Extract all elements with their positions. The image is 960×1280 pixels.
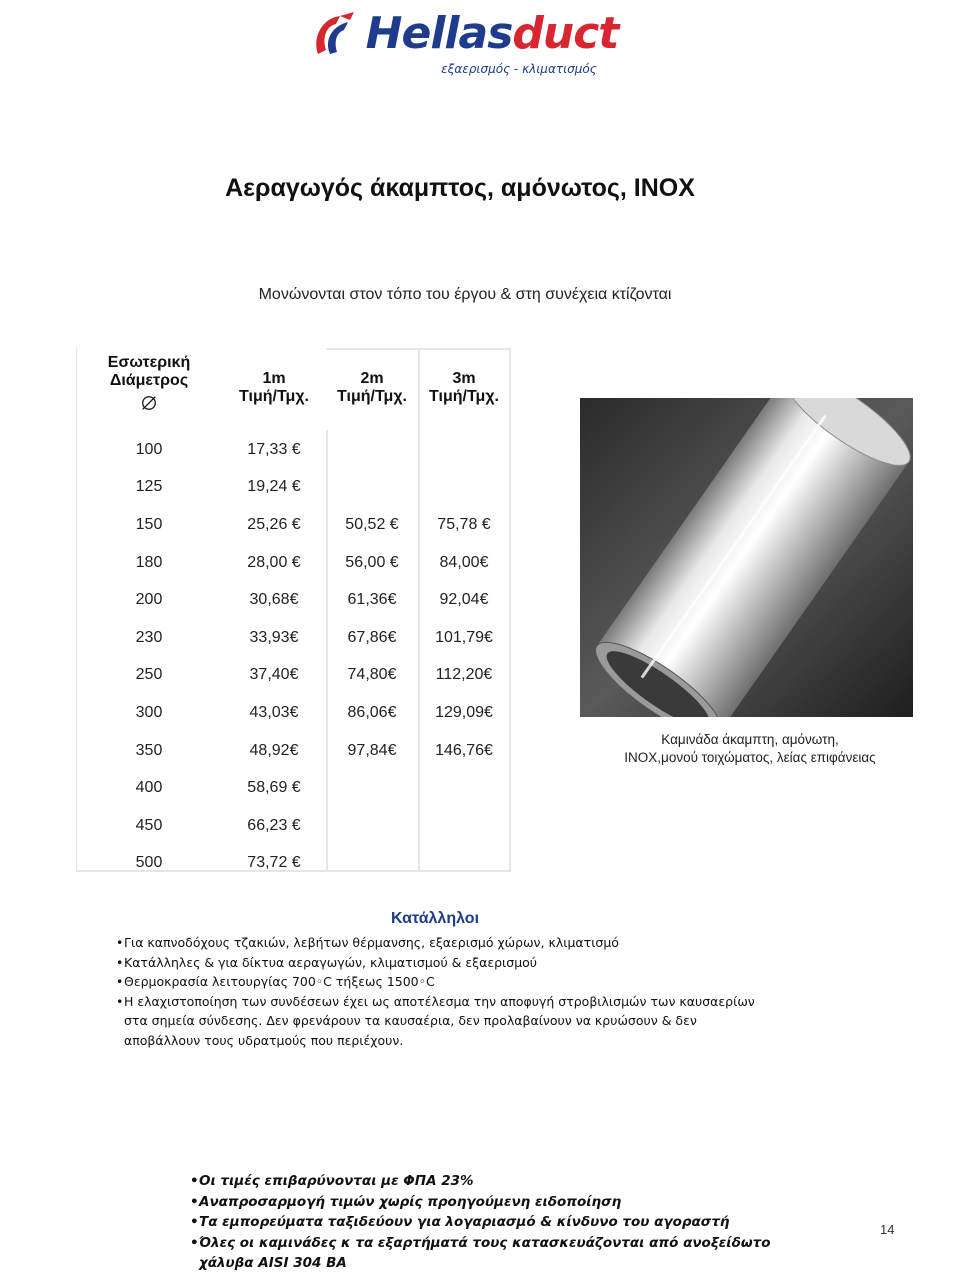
- page-subtitle: Μονώνονται στον τόπο του έργου & στη συνέχεια κτίζονται: [258, 286, 672, 303]
- cell-price-3m: 112,20€: [435, 666, 493, 684]
- header-1m-unit: Τιμή/Τμχ.: [239, 388, 309, 405]
- header-diameter-line1: Εσωτερική: [107, 354, 191, 371]
- hellasduct-logo: [289, 4, 639, 80]
- header-3m-unit: Τιμή/Τμχ.: [429, 388, 499, 405]
- cell-price-1m: 30,68€: [249, 591, 299, 609]
- notes-list: [190, 1171, 820, 1274]
- cell-price-1m: 25,26 €: [247, 515, 301, 533]
- cell-diameter: 400: [135, 779, 163, 797]
- cell-price-2m: 67,86€: [347, 628, 397, 646]
- table-header: [76, 348, 510, 430]
- logo-tagline: εξαερισμός - κλιματισμός: [441, 62, 597, 76]
- cell-diameter: 180: [135, 553, 163, 571]
- logo-brand-left: Hellas: [365, 8, 513, 59]
- table-row: [76, 845, 510, 883]
- photo-caption: [560, 731, 940, 767]
- page-number: 14: [880, 1222, 895, 1237]
- cell-price-3m: 101,79€: [435, 628, 493, 646]
- cell-price-2m: 56,00 €: [345, 553, 399, 571]
- cell-price-2m: 74,80€: [347, 666, 397, 684]
- cell-price-1m: 28,00 €: [247, 553, 301, 571]
- table-row: [76, 657, 510, 695]
- table-row: [76, 431, 510, 469]
- table-row: [76, 619, 510, 657]
- table-row: [76, 544, 510, 582]
- cell-price-1m: 48,92€: [249, 741, 299, 759]
- logo-wordmark: [365, 8, 619, 59]
- cell-diameter: 125: [135, 478, 163, 496]
- cell-price-1m: 43,03€: [249, 703, 299, 721]
- logo-mark-icon: [310, 8, 362, 60]
- cell-price-3m: 146,76€: [435, 741, 493, 759]
- suitable-title: Κατάλληλοι: [390, 910, 480, 927]
- table-row: [76, 694, 510, 732]
- cell-price-1m: 33,93€: [249, 628, 299, 646]
- cell-price-1m: 17,33 €: [247, 440, 301, 458]
- cell-price-2m: 86,06€: [347, 703, 397, 721]
- table-row: [76, 506, 510, 544]
- cell-price-3m: 129,09€: [435, 703, 493, 721]
- cell-price-2m: 97,84€: [347, 741, 397, 759]
- cell-diameter: 230: [135, 628, 163, 646]
- header-diameter: [76, 348, 222, 430]
- cell-diameter: 200: [135, 591, 163, 609]
- table-row: [76, 769, 510, 807]
- photo-caption-line1: Καμινάδα άκαμπτη, αμόνωτη,: [661, 732, 839, 747]
- header-3m: 3m: [452, 370, 476, 387]
- page-title: Αεραγωγός άκαμπτος, αμόνωτος, INOX: [225, 174, 695, 202]
- cell-diameter: 150: [135, 515, 163, 533]
- cell-price-1m: 19,24 €: [247, 478, 301, 496]
- cell-diameter: 100: [135, 440, 163, 458]
- header-2m: 2m: [360, 370, 384, 387]
- header-1m: 1m: [262, 370, 286, 387]
- logo-row: [310, 8, 619, 60]
- note-item: • Οι τιμές επιβαρύνονται με ΦΠΑ 23%: [190, 1171, 820, 1192]
- cell-price-1m: 66,23 €: [247, 816, 301, 834]
- cell-price-3m: 84,00€: [439, 553, 489, 571]
- cell-price-1m: 73,72 €: [247, 854, 301, 872]
- cell-price-3m: 92,04€: [439, 591, 489, 609]
- table-row: [76, 732, 510, 770]
- cell-price-1m: 58,69 €: [247, 779, 301, 797]
- suitable-item: • Θερμοκρασία λειτουργίας 700◦C τήξεως 1500◦C: [116, 972, 766, 992]
- chimney-pipe-photo: [580, 398, 913, 717]
- suitable-item: • Η ελαχιστοποίηση των συνδέσεων έχει ως αποτέλεσμα την αποφυγή στροβιλισμών των καυσαερίων στα σημεία σύνδεσης. Δεν φρενάρουν τα καυσαέρια, δεν προλαβαίνουν να κρυώσουν & δεν αποβάλλουν τους υδρατμούς που περιέχουν.: [116, 992, 766, 1051]
- cell-diameter: 500: [135, 854, 163, 872]
- note-item: • Αναπροσαρμογή τιμών χωρίς προηγούμενη ειδοποίηση: [190, 1192, 820, 1213]
- cell-diameter: 300: [135, 703, 163, 721]
- header-price-3m: [418, 348, 510, 430]
- table-row: [76, 469, 510, 507]
- header-price-2m: [326, 348, 418, 430]
- note-item: • Τα εμπορεύματα ταξιδεύουν για λογαριασμό & κίνδυνο του αγοραστή: [190, 1212, 820, 1233]
- suitable-item: • Για καπνοδόχους τζακιών, λεβήτων θέρμανσης, εξαερισμό χώρων, κλιματισμό: [116, 933, 766, 953]
- diameter-symbol-icon: [140, 394, 158, 412]
- header-2m-unit: Τιμή/Τμχ.: [337, 388, 407, 405]
- cell-diameter: 450: [135, 816, 163, 834]
- header-price-1m: [222, 348, 326, 430]
- cell-price-2m: 61,36€: [347, 591, 397, 609]
- suitable-item: • Κατάλληλες & για δίκτυα αεραγωγών, κλιματισμού & εξαερισμού: [116, 953, 766, 973]
- cell-diameter: 250: [135, 666, 163, 684]
- table-row: [76, 807, 510, 845]
- photo-caption-line2: INOX,μονού τοιχώματος, λείας επιφάνειας: [624, 750, 876, 765]
- table-row: [76, 581, 510, 619]
- cell-diameter: 350: [135, 741, 163, 759]
- note-item: • Όλες οι καμινάδες κ τα εξαρτήματά τους κατασκευάζονται από ανοξείδωτο χάλυβα AISI 304 BA: [190, 1233, 820, 1274]
- suitable-list: [116, 933, 766, 1050]
- logo-brand-right: duct: [512, 8, 619, 59]
- cell-price-3m: 75,78 €: [437, 515, 491, 533]
- cell-price-2m: 50,52 €: [345, 515, 399, 533]
- cell-price-1m: 37,40€: [249, 666, 299, 684]
- header-diameter-line2: Διάμετρος: [109, 372, 189, 389]
